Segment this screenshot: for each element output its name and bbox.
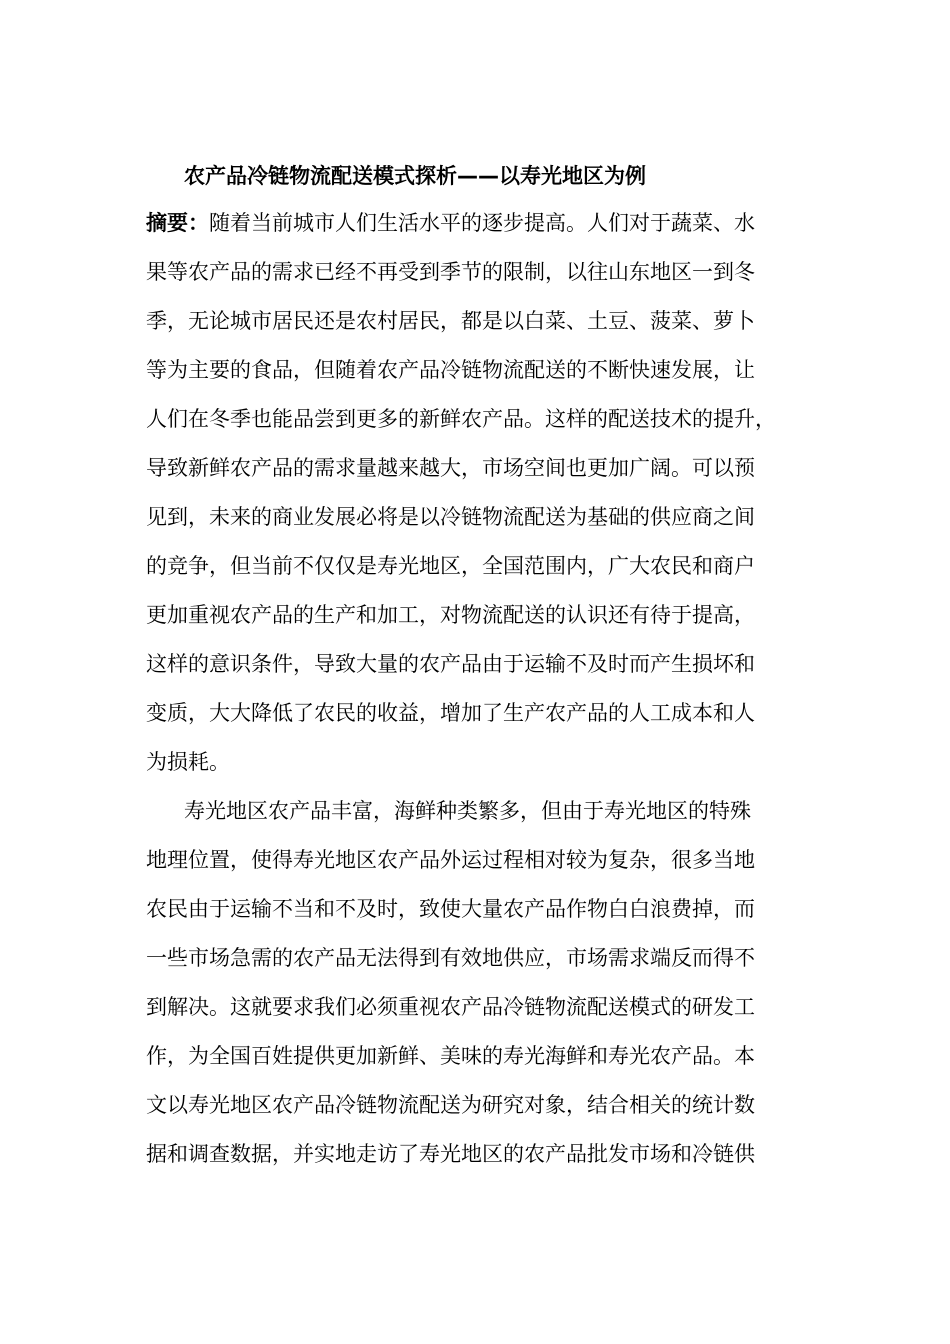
abstract-line: 更加重视农产品的生产和加工，对物流配送的认识还有待于提高， (146, 603, 755, 627)
paragraph-line: 农民由于运输不当和不及时，致使大量农产品作物白白浪费掉，而 (146, 897, 755, 921)
abstract-first-line-text: 随着当前城市人们生活水平的逐步提高。人们对于蔬菜、水 (209, 211, 755, 235)
abstract-label: 摘要： (146, 211, 209, 235)
abstract-line: 季，无论城市居民还是农村居民，都是以白菜、土豆、菠菜、萝卜 (146, 309, 755, 333)
paragraph-line: 作，为全国百姓提供更加新鲜、美味的寿光海鲜和寿光农产品。本 (146, 1044, 755, 1068)
abstract-line: 变质，大大降低了农民的收益，增加了生产农产品的人工成本和人 (146, 701, 755, 725)
abstract-line: 等为主要的食品，但随着农产品冷链物流配送的不断快速发展，让 (146, 358, 755, 382)
paragraph-line: 文以寿光地区农产品冷链物流配送为研究对象，结合相关的统计数 (146, 1093, 755, 1117)
paragraph-line: 到解决。这就要求我们必须重视农产品冷链物流配送模式的研发工 (146, 995, 755, 1019)
paragraph-line: 一些市场急需的农产品无法得到有效地供应，市场需求端反而得不 (146, 946, 755, 970)
abstract-line: 人们在冬季也能品尝到更多的新鲜农产品。这样的配送技术的提升， (146, 407, 776, 431)
abstract-line: 这样的意识条件，导致大量的农产品由于运输不及时而产生损坏和 (146, 652, 755, 676)
paragraph-line: 地理位置，使得寿光地区农产品外运过程相对较为复杂，很多当地 (146, 848, 755, 872)
abstract-line: 导致新鲜农产品的需求量越来越大，市场空间也更加广阔。可以预 (146, 456, 755, 480)
paragraph-line: 寿光地区农产品丰富，海鲜种类繁多，但由于寿光地区的特殊 (184, 799, 751, 823)
abstract-line: 的竞争，但当前不仅仅是寿光地区，全国范围内，广大农民和商户 (146, 554, 755, 578)
paragraph-line: 据和调查数据，并实地走访了寿光地区的农产品批发市场和冷链供 (146, 1142, 755, 1166)
abstract-line: 果等农产品的需求已经不再受到季节的限制，以往山东地区一到冬 (146, 260, 755, 284)
abstract-line: 为损耗。 (146, 750, 230, 774)
abstract-line: 见到，未来的商业发展必将是以冷链物流配送为基础的供应商之间 (146, 505, 755, 529)
document-title: 农产品冷链物流配送模式探析——以寿光地区为例 (184, 164, 646, 188)
abstract-line-1 (146, 209, 755, 237)
